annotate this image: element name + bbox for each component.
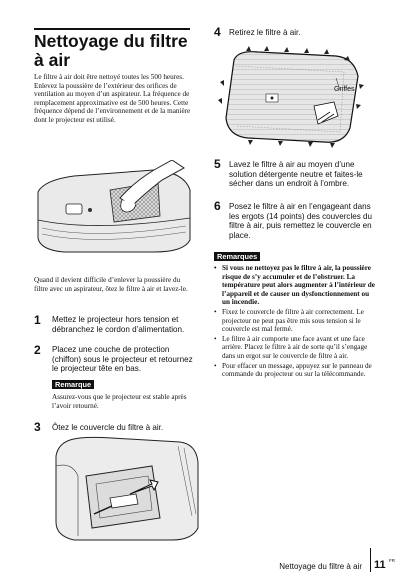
filter-cover-illustration	[52, 436, 200, 542]
step-1-number: 1	[34, 313, 41, 327]
page-title: Nettoyage du filtre à air	[34, 31, 188, 70]
projector-vacuum-illustration	[34, 160, 194, 255]
step-1-text: Mettez le projecteur hors tension et débranchez le cordon d’alimentation.	[52, 315, 185, 334]
filter-griffes-illustration	[218, 42, 370, 150]
language-code: FR	[389, 558, 395, 563]
step-2-text: Placez une couche de protection (chiffon) sous le projecteur et retournez le projecteur tête en bas.	[52, 345, 193, 374]
remark-item: • Fixez le couvercle de filtre à air correctement. Le projecteur ne peut pas être mis sous tension si le couvercle est mal fermé.	[214, 308, 377, 334]
remarks-badge: Remarques	[214, 252, 260, 261]
remark-item: • Le filtre à air comporte une face avant et une face arrière. Placez le filtre à air de sorte qu’il s’engage dans un ergot sur le couvercle de filtre à air.	[214, 335, 377, 361]
remarks-list	[214, 264, 377, 380]
step-4-text: Retirez le filtre à air.	[229, 28, 301, 37]
title-rule	[34, 28, 190, 30]
step-3-number: 3	[34, 420, 41, 434]
remark-item: • Si vous ne nettoyez pas le filtre à air, la poussière risque de s’y accumuler et de l’obstruer. La température peut alors augmenter à l’intérieur de l’appareil et de causer un dysfonctionnement ou un incendie.	[214, 264, 377, 307]
step-2-number: 2	[34, 343, 41, 357]
page-number: 11	[374, 559, 386, 571]
step-5-number: 5	[214, 157, 221, 171]
remark-item: • Pour effacer un message, appuyez sur le panneau de commande du projecteur ou sur la télécommande.	[214, 362, 377, 379]
step-5-text: Lavez le filtre à air au moyen d’une solution détergente neutre et faites-le sécher dans un endroit à l’ombre.	[229, 160, 363, 189]
remark-step2-text: Assurez-vous que le projecteur est stable après l’avoir retourné.	[52, 393, 187, 410]
intro-paragraph: Le filtre à air doit être nettoyé toutes les 500 heures. Enlevez la poussière de l’extérieur des orifices de ventilation au moyen d’un aspirateur. La fréquence de remplacement approximative est de 500 heures. Cette fréquence dépend de l’environnement et de la manière dont le projecteur est utilisé.	[34, 73, 191, 124]
step-3-text: Ôtez le couvercle du filtre à air.	[52, 423, 164, 432]
step-6-number: 6	[214, 199, 221, 213]
griffes-label: Griffes	[334, 86, 355, 93]
step-4-number: 4	[214, 25, 221, 39]
step-6-text: Posez le filtre à air en l’engageant dans les ergots (14 points) des couvercles du filtre à air, puis remettez le couvercle en place.	[229, 202, 373, 240]
vacuum-paragraph: Quand il devient difficile d’enlever la poussière du filtre avec un aspirateur, ôtez le filtre à air et lavez-le.	[34, 276, 188, 293]
footer-section-title: Nettoyage du filtre à air	[279, 562, 362, 571]
remark-badge: Remarque	[52, 380, 94, 389]
footer-divider	[370, 548, 371, 572]
